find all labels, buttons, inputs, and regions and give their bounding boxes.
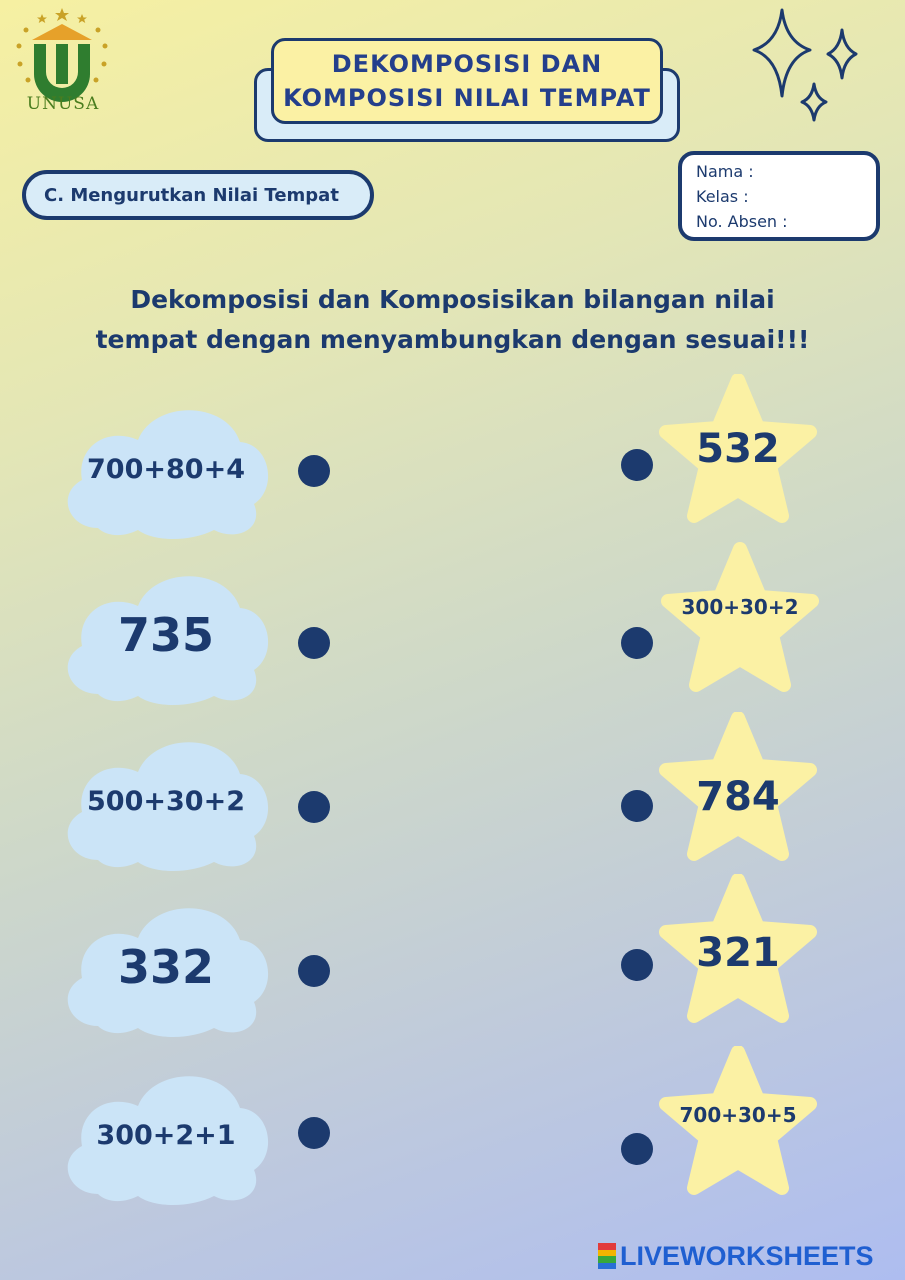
left-connector-dot-3[interactable]: [298, 791, 330, 823]
number-label: No. Absen :: [696, 212, 788, 231]
right-connector-dot-5[interactable]: [621, 1133, 653, 1165]
star-item-2: [656, 538, 824, 688]
section-label: C. Mengurutkan Nilai Tempat: [22, 170, 374, 220]
title-line-1: DEKOMPOSISI DAN: [331, 50, 603, 78]
left-connector-dot-2[interactable]: [298, 627, 330, 659]
sparkle-icon: [740, 2, 870, 130]
cloud-item-2: [58, 562, 274, 708]
star-label-3: 784: [696, 774, 780, 820]
instruction-line-1: Dekomposisi dan Komposisikan bilangan nilai: [130, 285, 775, 314]
star-item-1: [654, 374, 822, 524]
student-info-box: [678, 151, 880, 241]
instruction-line-2: tempat dengan menyambungkan dengan sesuai!!!: [95, 325, 810, 354]
instruction-text: [40, 280, 865, 360]
cloud-item-1: [58, 396, 274, 542]
logo-text: UNUSA: [26, 94, 100, 114]
star-label-5: 700+30+5: [679, 1103, 797, 1127]
right-connector-dot-4[interactable]: [621, 949, 653, 981]
right-connector-dot-1[interactable]: [621, 449, 653, 481]
cloud-item-5: [58, 1062, 274, 1208]
left-connector-dot-1[interactable]: [298, 455, 330, 487]
liveworksheets-logo-icon: [598, 1243, 616, 1269]
class-label: Kelas :: [696, 187, 749, 206]
left-connector-dot-5[interactable]: [298, 1117, 330, 1149]
star-item-5: [654, 1046, 822, 1196]
cloud-item-3: [58, 728, 274, 874]
cloud-label-2: 735: [117, 608, 215, 662]
cloud-label-1: 700+80+4: [87, 453, 245, 485]
cloud-label-3: 500+30+2: [87, 785, 245, 817]
star-label-4: 321: [696, 930, 780, 976]
cloud-label-5: 300+2+1: [96, 1119, 236, 1151]
watermark-text: LIVEWORKSHEETS: [620, 1240, 874, 1271]
liveworksheets-watermark: [598, 1240, 874, 1272]
right-connector-dot-2[interactable]: [621, 627, 653, 659]
name-label: Nama :: [696, 162, 754, 181]
star-label-1: 532: [696, 426, 780, 472]
star-label-2: 300+30+2: [681, 595, 799, 619]
title-line-2: KOMPOSISI NILAI TEMPAT: [283, 84, 651, 112]
cloud-item-4: [58, 894, 274, 1040]
cloud-label-4: 332: [117, 940, 215, 994]
page-title: [271, 38, 663, 124]
right-connector-dot-3[interactable]: [621, 790, 653, 822]
left-connector-dot-4[interactable]: [298, 955, 330, 987]
star-item-3: [654, 712, 822, 862]
star-item-4: [654, 874, 822, 1024]
